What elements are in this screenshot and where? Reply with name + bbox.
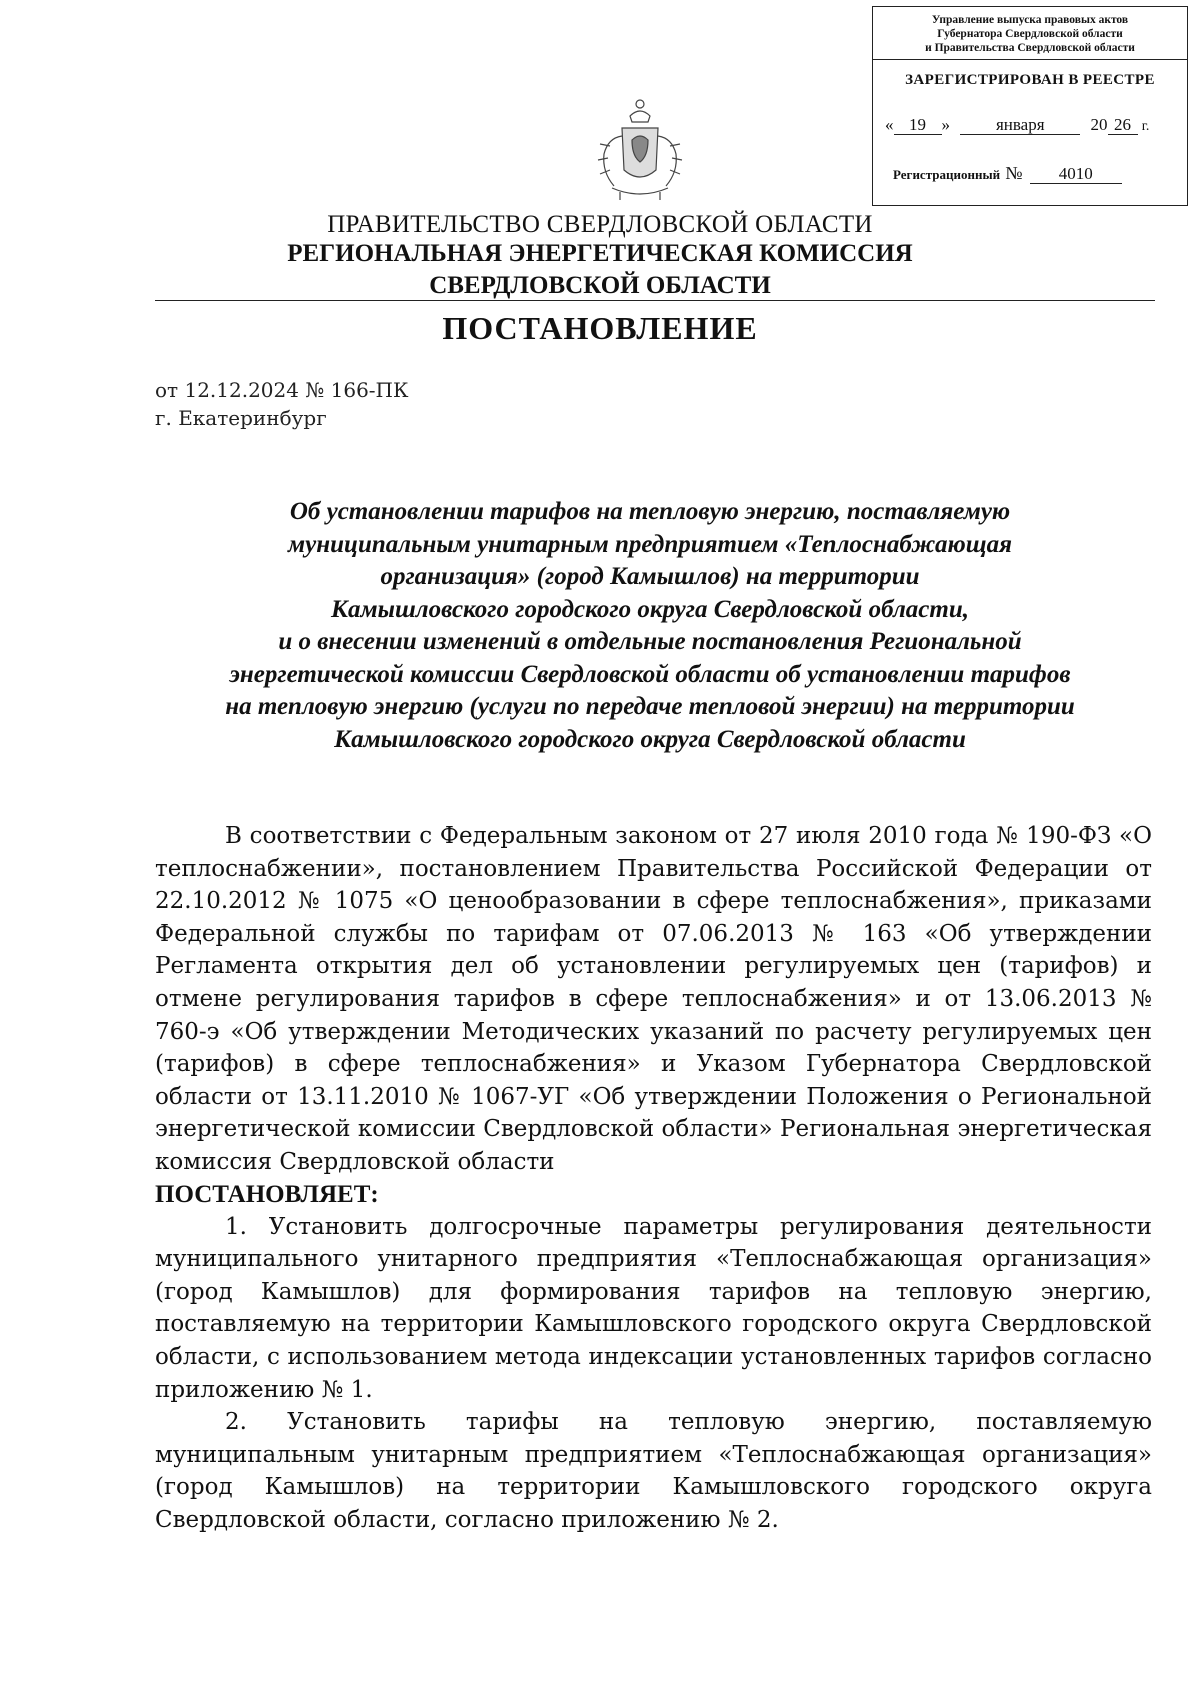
government-name: ПРАВИТЕЛЬСТВО СВЕРДЛОВСКОЙ ОБЛАСТИ xyxy=(327,211,873,238)
stamp-reg-number-label: Регистрационный xyxy=(893,167,1001,182)
decree-heading: ПОСТАНОВЛЯЕТ: xyxy=(155,1180,379,1208)
registration-stamp xyxy=(872,6,1188,206)
header-divider xyxy=(155,300,1155,301)
commission-line: РЕГИОНАЛЬНАЯ ЭНЕРГЕТИЧЕСКАЯ КОМИССИЯ xyxy=(287,240,913,267)
title-line: организация» (город Камышлов) на территории xyxy=(380,563,920,590)
item-paragraph-2: 2. Установить тарифы на тепловую энергию, поставляемую муниципальным унитарным предприятием «Теплоснабжающая организация» (город Камышлов) на территории Камышловского городского округа Свердловской области, согласно приложению № 2. xyxy=(155,1409,1152,1533)
title-line: Камышловского городского округа Свердловской области xyxy=(334,725,966,753)
title-line: муниципальным унитарным предприятием «Теплоснабжающая xyxy=(288,530,1012,558)
item-paragraph-1: 1. Установить долгосрочные параметры регулирования деятельности муниципального унитарного предприятия «Теплоснабжающая организация» (город Камышлов) для формирования тарифов на тепловую энергию, поставляемую на территории Камышловского городского округа Свердловской области, с использованием метода индексации установленных тарифов согласно приложению № 1. xyxy=(155,1213,1152,1403)
stamp-year-suffix: 26 xyxy=(1108,116,1138,135)
stamp-reg-number xyxy=(893,163,1179,184)
document-date-number: от 12.12.2024 № 166-ПК xyxy=(155,378,409,402)
document-city: г. Екатеринбург xyxy=(155,406,327,430)
document-title xyxy=(150,496,1150,756)
stamp-number-sign: № xyxy=(1005,163,1023,183)
commission-line: СВЕРДЛОВСКОЙ ОБЛАСТИ xyxy=(429,272,771,299)
document-type: ПОСТАНОВЛЕНИЕ xyxy=(442,310,758,346)
coat-of-arms-emblem xyxy=(592,96,688,202)
stamp-office-line: Управление выпуска правовых актов xyxy=(931,14,1129,26)
stamp-registered-label: ЗАРЕГИСТРИРОВАН В РЕЕСТРЕ xyxy=(905,72,1155,88)
title-line: Камышловского городского округа Свердловской области, xyxy=(331,595,969,623)
document-meta xyxy=(155,376,408,432)
commission-name xyxy=(0,238,1200,302)
title-line: энергетической комиссии Свердловской области об установлении тарифов xyxy=(229,660,1071,688)
stamp-office-line: Губернатора Свердловской области xyxy=(937,28,1123,40)
stamp-month: января xyxy=(960,116,1080,135)
stamp-year-prefix: 20 xyxy=(1090,115,1108,134)
title-line: и о внесении изменений в отдельные постановления Региональной xyxy=(278,628,1022,655)
stamp-date: « 19 » января 20 26 г. xyxy=(885,115,1150,134)
stamp-office xyxy=(873,7,1187,60)
stamp-office-line: и Правительства Свердловской области xyxy=(925,42,1135,54)
stamp-reg-number-value: 4010 xyxy=(1030,165,1122,184)
title-line: на тепловую энергию (услуги по передаче тепловой энергии) на территории xyxy=(225,693,1075,720)
stamp-day: 19 xyxy=(894,116,942,135)
title-line: Об установлении тарифов на тепловую энергию, поставляемую xyxy=(289,498,1011,525)
document-body xyxy=(155,820,1152,1536)
preamble-paragraph: В соответствии с Федеральным законом от 27 июля 2010 года № 190-ФЗ «О теплоснабжении», постановлением Правительства Российской Федерации от 22.10.2012 № 1075 «О ценообразовании в сфере теплоснабжения», приказами Федеральной службы по тарифам от 07.06.2013 № 163 «Об утверждении Регламента открытия дел об установлении регулируемых цен (тарифов) и отмене регулирования тарифов в сфере теплоснабжения» и от 13.06.2013 № 760-э «Об утверждении Методических указаний по расчету регулируемых цен (тарифов) в сфере теплоснабжения» и Указом Губернатора Свердловской области от 13.11.2010 № 1067-УГ «Об утверждении Положения о Региональной энергетической комиссии Свердловской области» Региональная энергетическая комиссия Свердловской области xyxy=(155,823,1152,1175)
stamp-year-abbr: г. xyxy=(1141,119,1150,134)
